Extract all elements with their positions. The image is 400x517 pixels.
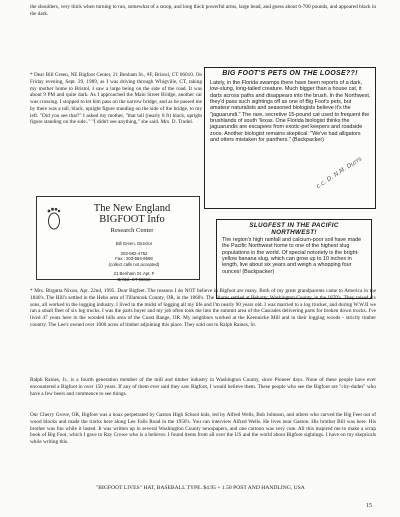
ad-new-england-bigfoot-center — [36, 196, 200, 280]
paragraph-cherry-grove: Our Cherry Grove, OR, Bigfoot was a hoax perpetrated by Gaston High School kids, led by Alfred Wells, Bob Johnson, and others who carved the Big Feet out of wood blocks and made the tracks here along Lee Falls Road in the 1950's. You can interview Alfred Wells. He lives near Gaston. His brother Bill was here. His brother was fun while it lasted. It was written up in several Washington County newspapers, and one cartoon was very cute. All this inspired me to make a scrap book of Big Foot, which I gave to Ray Crowe who is a believer. I found items from all over the US and the world about Bigfoot sightings. I have on my skepticals while writing this. — [30, 412, 376, 445]
sidebar-box-slugfest — [216, 219, 372, 299]
ad-subtitle: Research Center — [110, 227, 154, 234]
handwritten-note: c.c. D. N.M. Durrs — [315, 155, 364, 190]
letter-nixon: * Mrs. Birgatta Nixon, Apr. 22nd, 1995. Dear Bigfeet. The reasons I do NOT believe in Bigfoot are many. Both of my great grandparents came to America in the 1840's. The Hill's settled in the Hebo area of Tillamook County, OR, in the 1860's. The Blums settled at Beharty, Washington County, in the 1870's. They raised six sons, all worked in the logging industry. I lived in the midst of logging all my life and I'm nearly 90 years old. I was married to a log trucker, and during W.W.II we ran a small fleet of six log trucks. I was the parts buyer and my job often took me into the summit area of the Cascades delivering parts for broken down trucks. I've lived 47 years here in the wooded hills area of the Coast Range, OR. My neighbors worked at the Keenuicke Mill and in their logging woods - strictly timber country. The Lee's owned over 1000 acres of timber adjoining this place. They sold out to Ralph Raines, Sr. — [30, 288, 376, 328]
page-number: 15 — [366, 503, 372, 509]
letter-continuation: the shoulders, very thick when turning to run, somewhat of a stoop, and long thick powerful arms, large head, and guess about 6-700 pounds, and appeared black in the dark. — [30, 4, 376, 17]
ad-title: The New England BIGFOOT Info — [93, 203, 171, 225]
hat-advertisement: "BIGFOOT LIVES" HAT, BASEBALL TYPE. $4.95 + 1.50 POST AND HANDLING, USA — [96, 485, 305, 491]
box-pets-body: Lately, in the Florida swamps there have been reports of a dark, low-slung, long-tailed creature. Much bigger than a house cat, it darts across paths and disappears into the brush. In the Northwest, they'd pass such sightings off as one of Big Foot's pets, but amateur naturalists and seasoned biologists believe it's the "jaguarundi." The rare, secretive 15-pound cat used to frequent the brushlands of south Texas. One Florida biologist thinks the jaguarundis are escapees from exotic-pet keepers and roadside zoos. Another biologist remains skeptical: "We've had alligators and otters mistaken for panthers." (Backpacker) — [210, 80, 371, 144]
ad-collect-note: (collect calls not accepted) — [108, 261, 160, 267]
ad-phone: 203-582-4752 — [120, 250, 148, 256]
ad-director: Bill Green, Director — [115, 241, 153, 246]
letter-trudel: * Dear Bill Green, NE Bigfoot Center, 21 Benham St., #F, Bristol, CT 06010. On Friday evening, Sept. 29, 1989, as I was driving through Whigville, CT, taking my mother home to Bristol, I saw a large being on the side of the road. It was about 9 PM and quite dark. As I approached the Main Street Bridge, another car was crossing. I stopped to let him pass on the narrow bridge, and as he passed me by there was a tall, black, upright figure standing on the side of the bridge, to my left. "Did you see that?" I asked my mother, "that tall (nearly 8 ft) black, upright figure standing on the side.." "I didn't see anything," she said. Mrs. D. Trudel. — [30, 72, 202, 126]
footprint-logo-icon — [44, 206, 64, 230]
box-pets-title: BIG FOOT'S PETS ON THE LOOSE??! — [222, 70, 358, 77]
box-slugfest-title: SLUGFEST IN THE PACIFIC NORTHWEST! — [249, 222, 339, 236]
ad-address-line1: 21 Benham St. Apt. F — [113, 271, 155, 277]
sidebar-box-pets — [204, 67, 376, 209]
ad-fax: Fax : 203-584-9598 — [115, 256, 153, 262]
box-slugfest-body: The region's high rainfall and calcium-poor soil have made the Pacific Northwest home to one of the highest slug populations in the world. Of special notoriety is the bright-yellow banana slug, which can grow up to 10 inches in length, live about six years and weigh a whopping four ounces! (Backpacker) — [222, 237, 362, 275]
ad-contact — [77, 237, 191, 283]
paragraph-raines: Ralph Raines, Jr., is a fourth generation member of the mill and timber industry in Washington County, since Pioneer days. None of these people have ever encountered a Bigfoot in over 150 years. If any of them ever said they saw Bigfoot, I would believe them. These people who see the Bigfoot are "city-dudes" who have a few beers and commence to see things. — [30, 377, 376, 397]
ad-address-line2: Bristol, CT 06010 — [117, 276, 151, 282]
